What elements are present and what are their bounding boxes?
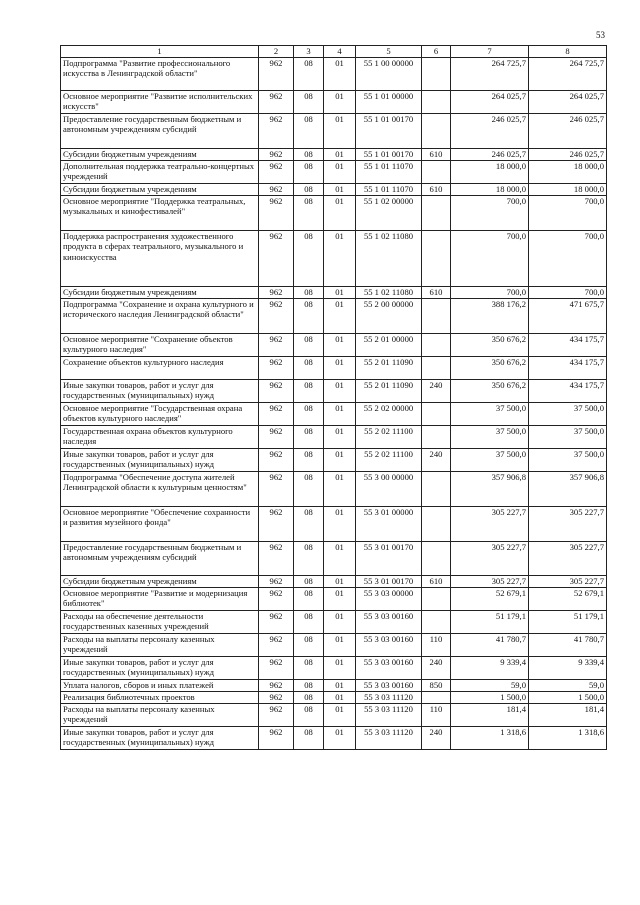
amount-year-2: 357 906,8 xyxy=(529,471,607,506)
row-description: Расходы на выплаты персоналу казенных учреждений xyxy=(61,703,259,726)
row-description: Иные закупки товаров, работ и услуг для государственных (муниципальных) нужд xyxy=(61,656,259,679)
section-code: 08 xyxy=(294,448,324,471)
target-article-code: 55 2 02 11100 xyxy=(356,425,422,448)
amount-year-2: 434 175,7 xyxy=(529,356,607,379)
department-code: 962 xyxy=(259,90,294,113)
department-code: 962 xyxy=(259,298,294,333)
amount-year-2: 246 025,7 xyxy=(529,113,607,148)
expense-type-code xyxy=(422,425,451,448)
row-description: Подпрограмма "Развитие профессионального искусства в Ленинградской области" xyxy=(61,57,259,90)
page-number: 53 xyxy=(596,30,605,40)
subsection-code: 01 xyxy=(324,425,356,448)
subsection-code: 01 xyxy=(324,448,356,471)
table-row xyxy=(61,160,607,183)
expense-type-code xyxy=(422,541,451,575)
expense-type-code: 610 xyxy=(422,183,451,195)
section-code: 08 xyxy=(294,183,324,195)
department-code: 962 xyxy=(259,379,294,402)
section-code: 08 xyxy=(294,402,324,425)
target-article-code: 55 3 03 00160 xyxy=(356,633,422,656)
expense-type-code: 110 xyxy=(422,703,451,726)
table-row xyxy=(61,90,607,113)
target-article-code: 55 2 01 11090 xyxy=(356,379,422,402)
section-code: 08 xyxy=(294,587,324,610)
amount-year-1: 700,0 xyxy=(451,195,529,230)
row-description: Уплата налогов, сборов и иных платежей xyxy=(61,679,259,691)
target-article-code: 55 1 02 11080 xyxy=(356,286,422,298)
table-row xyxy=(61,610,607,633)
table-header-row xyxy=(61,46,607,58)
expense-type-code xyxy=(422,610,451,633)
amount-year-2: 37 500,0 xyxy=(529,402,607,425)
row-description: Основное мероприятие "Развитие исполнительских искусств" xyxy=(61,90,259,113)
department-code: 962 xyxy=(259,230,294,286)
row-description: Иные закупки товаров, работ и услуг для государственных (муниципальных) нужд xyxy=(61,379,259,402)
department-code: 962 xyxy=(259,195,294,230)
amount-year-1: 1 500,0 xyxy=(451,691,529,703)
department-code: 962 xyxy=(259,575,294,587)
department-code: 962 xyxy=(259,425,294,448)
section-code: 08 xyxy=(294,286,324,298)
amount-year-2: 1 318,6 xyxy=(529,726,607,749)
table-row xyxy=(61,195,607,230)
section-code: 08 xyxy=(294,506,324,541)
section-code: 08 xyxy=(294,726,324,749)
expense-type-code xyxy=(422,471,451,506)
expense-type-code: 110 xyxy=(422,633,451,656)
section-code: 08 xyxy=(294,541,324,575)
amount-year-1: 181,4 xyxy=(451,703,529,726)
table-row xyxy=(61,333,607,356)
amount-year-2: 264 025,7 xyxy=(529,90,607,113)
row-description: Реализация библиотечных проектов xyxy=(61,691,259,703)
row-description: Предоставление государственным бюджетным и автономным учреждениям субсидий xyxy=(61,113,259,148)
row-description: Основное мероприятие "Поддержка театральных, музыкальных и кинофестивалей" xyxy=(61,195,259,230)
target-article-code: 55 1 01 00170 xyxy=(356,113,422,148)
amount-year-1: 700,0 xyxy=(451,286,529,298)
table-row xyxy=(61,425,607,448)
amount-year-1: 350 676,2 xyxy=(451,333,529,356)
expense-type-code xyxy=(422,356,451,379)
section-code: 08 xyxy=(294,90,324,113)
budget-table xyxy=(60,45,607,750)
column-header: 3 xyxy=(294,46,324,58)
table-row xyxy=(61,587,607,610)
target-article-code: 55 3 03 00160 xyxy=(356,679,422,691)
amount-year-2: 305 227,7 xyxy=(529,575,607,587)
expense-type-code: 240 xyxy=(422,379,451,402)
amount-year-2: 18 000,0 xyxy=(529,160,607,183)
target-article-code: 55 3 01 00170 xyxy=(356,575,422,587)
subsection-code: 01 xyxy=(324,183,356,195)
department-code: 962 xyxy=(259,587,294,610)
row-description: Поддержка распространения художественного продукта в сферах театрального, музыкального и киноискусства xyxy=(61,230,259,286)
table-row xyxy=(61,148,607,160)
column-header: 2 xyxy=(259,46,294,58)
amount-year-2: 700,0 xyxy=(529,230,607,286)
amount-year-1: 18 000,0 xyxy=(451,160,529,183)
table-row xyxy=(61,113,607,148)
row-description: Дополнительная поддержка театрально-концертных учреждений xyxy=(61,160,259,183)
section-code: 08 xyxy=(294,610,324,633)
section-code: 08 xyxy=(294,679,324,691)
amount-year-2: 51 179,1 xyxy=(529,610,607,633)
target-article-code: 55 2 02 00000 xyxy=(356,402,422,425)
column-header: 8 xyxy=(529,46,607,58)
department-code: 962 xyxy=(259,633,294,656)
section-code: 08 xyxy=(294,160,324,183)
target-article-code: 55 2 00 00000 xyxy=(356,298,422,333)
target-article-code: 55 3 03 11120 xyxy=(356,691,422,703)
expense-type-code xyxy=(422,506,451,541)
subsection-code: 01 xyxy=(324,575,356,587)
amount-year-1: 37 500,0 xyxy=(451,448,529,471)
table-row xyxy=(61,286,607,298)
table-row xyxy=(61,448,607,471)
table-row xyxy=(61,691,607,703)
column-header: 5 xyxy=(356,46,422,58)
department-code: 962 xyxy=(259,610,294,633)
target-article-code: 55 1 01 00170 xyxy=(356,148,422,160)
department-code: 962 xyxy=(259,286,294,298)
amount-year-1: 700,0 xyxy=(451,230,529,286)
row-description: Субсидии бюджетным учреждениям xyxy=(61,183,259,195)
row-description: Основное мероприятие "Государственная охрана объектов культурного наследия" xyxy=(61,402,259,425)
amount-year-2: 700,0 xyxy=(529,286,607,298)
department-code: 962 xyxy=(259,448,294,471)
table-row xyxy=(61,183,607,195)
table-row xyxy=(61,656,607,679)
amount-year-1: 264 725,7 xyxy=(451,57,529,90)
department-code: 962 xyxy=(259,703,294,726)
row-description: Субсидии бюджетным учреждениям xyxy=(61,575,259,587)
row-description: Иные закупки товаров, работ и услуг для государственных (муниципальных) нужд xyxy=(61,448,259,471)
row-description: Основное мероприятие "Обеспечение сохранности и развития музейного фонда" xyxy=(61,506,259,541)
amount-year-1: 9 339,4 xyxy=(451,656,529,679)
amount-year-2: 37 500,0 xyxy=(529,448,607,471)
subsection-code: 01 xyxy=(324,286,356,298)
section-code: 08 xyxy=(294,425,324,448)
column-header: 6 xyxy=(422,46,451,58)
amount-year-1: 1 318,6 xyxy=(451,726,529,749)
department-code: 962 xyxy=(259,183,294,195)
section-code: 08 xyxy=(294,691,324,703)
amount-year-2: 52 679,1 xyxy=(529,587,607,610)
expense-type-code xyxy=(422,57,451,90)
expense-type-code xyxy=(422,160,451,183)
target-article-code: 55 3 01 00000 xyxy=(356,506,422,541)
amount-year-1: 51 179,1 xyxy=(451,610,529,633)
subsection-code: 01 xyxy=(324,506,356,541)
amount-year-1: 18 000,0 xyxy=(451,183,529,195)
department-code: 962 xyxy=(259,148,294,160)
expense-type-code: 610 xyxy=(422,575,451,587)
amount-year-1: 357 906,8 xyxy=(451,471,529,506)
row-description: Субсидии бюджетным учреждениям xyxy=(61,286,259,298)
row-description: Подпрограмма "Обеспечение доступа жителей Ленинградской области к культурным ценностям" xyxy=(61,471,259,506)
expense-type-code: 610 xyxy=(422,286,451,298)
subsection-code: 01 xyxy=(324,691,356,703)
amount-year-2: 305 227,7 xyxy=(529,541,607,575)
table-row xyxy=(61,298,607,333)
subsection-code: 01 xyxy=(324,148,356,160)
department-code: 962 xyxy=(259,402,294,425)
subsection-code: 01 xyxy=(324,633,356,656)
amount-year-2: 181,4 xyxy=(529,703,607,726)
target-article-code: 55 3 01 00170 xyxy=(356,541,422,575)
expense-type-code: 240 xyxy=(422,448,451,471)
department-code: 962 xyxy=(259,656,294,679)
column-header: 4 xyxy=(324,46,356,58)
amount-year-2: 264 725,7 xyxy=(529,57,607,90)
expense-type-code xyxy=(422,691,451,703)
amount-year-1: 246 025,7 xyxy=(451,148,529,160)
subsection-code: 01 xyxy=(324,679,356,691)
expense-type-code: 850 xyxy=(422,679,451,691)
table-row xyxy=(61,379,607,402)
expense-type-code xyxy=(422,298,451,333)
amount-year-2: 434 175,7 xyxy=(529,333,607,356)
subsection-code: 01 xyxy=(324,726,356,749)
row-description: Субсидии бюджетным учреждениям xyxy=(61,148,259,160)
subsection-code: 01 xyxy=(324,610,356,633)
amount-year-1: 59,0 xyxy=(451,679,529,691)
target-article-code: 55 1 01 11070 xyxy=(356,160,422,183)
amount-year-2: 1 500,0 xyxy=(529,691,607,703)
amount-year-2: 305 227,7 xyxy=(529,506,607,541)
amount-year-2: 37 500,0 xyxy=(529,425,607,448)
amount-year-2: 434 175,7 xyxy=(529,379,607,402)
target-article-code: 55 1 00 00000 xyxy=(356,57,422,90)
department-code: 962 xyxy=(259,160,294,183)
table-row xyxy=(61,726,607,749)
subsection-code: 01 xyxy=(324,298,356,333)
amount-year-1: 388 176,2 xyxy=(451,298,529,333)
section-code: 08 xyxy=(294,333,324,356)
subsection-code: 01 xyxy=(324,57,356,90)
target-article-code: 55 3 03 11120 xyxy=(356,703,422,726)
table-row xyxy=(61,57,607,90)
section-code: 08 xyxy=(294,379,324,402)
expense-type-code xyxy=(422,587,451,610)
amount-year-2: 700,0 xyxy=(529,195,607,230)
target-article-code: 55 1 01 11070 xyxy=(356,183,422,195)
amount-year-1: 305 227,7 xyxy=(451,541,529,575)
section-code: 08 xyxy=(294,230,324,286)
subsection-code: 01 xyxy=(324,541,356,575)
target-article-code: 55 3 03 00160 xyxy=(356,610,422,633)
subsection-code: 01 xyxy=(324,379,356,402)
department-code: 962 xyxy=(259,471,294,506)
table-row xyxy=(61,402,607,425)
expense-type-code xyxy=(422,230,451,286)
target-article-code: 55 1 01 00000 xyxy=(356,90,422,113)
section-code: 08 xyxy=(294,298,324,333)
target-article-code: 55 1 02 00000 xyxy=(356,195,422,230)
target-article-code: 55 3 03 00160 xyxy=(356,656,422,679)
department-code: 962 xyxy=(259,113,294,148)
subsection-code: 01 xyxy=(324,402,356,425)
subsection-code: 01 xyxy=(324,656,356,679)
amount-year-1: 350 676,2 xyxy=(451,356,529,379)
target-article-code: 55 3 03 00000 xyxy=(356,587,422,610)
expense-type-code xyxy=(422,333,451,356)
section-code: 08 xyxy=(294,575,324,587)
amount-year-2: 9 339,4 xyxy=(529,656,607,679)
amount-year-1: 41 780,7 xyxy=(451,633,529,656)
amount-year-2: 471 675,7 xyxy=(529,298,607,333)
amount-year-1: 37 500,0 xyxy=(451,425,529,448)
target-article-code: 55 1 02 11080 xyxy=(356,230,422,286)
amount-year-1: 246 025,7 xyxy=(451,113,529,148)
table-row xyxy=(61,230,607,286)
row-description: Основное мероприятие "Сохранение объектов культурного наследия" xyxy=(61,333,259,356)
column-header: 1 xyxy=(61,46,259,58)
table-row xyxy=(61,471,607,506)
amount-year-2: 246 025,7 xyxy=(529,148,607,160)
section-code: 08 xyxy=(294,656,324,679)
table-row xyxy=(61,679,607,691)
row-description: Расходы на выплаты персоналу казенных учреждений xyxy=(61,633,259,656)
subsection-code: 01 xyxy=(324,195,356,230)
section-code: 08 xyxy=(294,703,324,726)
subsection-code: 01 xyxy=(324,703,356,726)
target-article-code: 55 2 02 11100 xyxy=(356,448,422,471)
department-code: 962 xyxy=(259,333,294,356)
subsection-code: 01 xyxy=(324,230,356,286)
row-description: Подпрограмма "Сохранение и охрана культурного и исторического наследия Ленинградской области" xyxy=(61,298,259,333)
amount-year-2: 59,0 xyxy=(529,679,607,691)
table-row xyxy=(61,506,607,541)
amount-year-2: 41 780,7 xyxy=(529,633,607,656)
subsection-code: 01 xyxy=(324,356,356,379)
row-description: Государственная охрана объектов культурного наследия xyxy=(61,425,259,448)
amount-year-1: 305 227,7 xyxy=(451,506,529,541)
amount-year-1: 350 676,2 xyxy=(451,379,529,402)
amount-year-1: 305 227,7 xyxy=(451,575,529,587)
department-code: 962 xyxy=(259,726,294,749)
amount-year-1: 37 500,0 xyxy=(451,402,529,425)
subsection-code: 01 xyxy=(324,471,356,506)
section-code: 08 xyxy=(294,471,324,506)
expense-type-code: 240 xyxy=(422,656,451,679)
expense-type-code: 610 xyxy=(422,148,451,160)
column-header: 7 xyxy=(451,46,529,58)
amount-year-1: 52 679,1 xyxy=(451,587,529,610)
subsection-code: 01 xyxy=(324,587,356,610)
expense-type-code xyxy=(422,113,451,148)
expense-type-code xyxy=(422,195,451,230)
subsection-code: 01 xyxy=(324,333,356,356)
department-code: 962 xyxy=(259,57,294,90)
department-code: 962 xyxy=(259,679,294,691)
table-row xyxy=(61,633,607,656)
table-row xyxy=(61,575,607,587)
row-description: Основное мероприятие "Развитие и модернизация библиотек" xyxy=(61,587,259,610)
target-article-code: 55 2 01 00000 xyxy=(356,333,422,356)
target-article-code: 55 3 00 00000 xyxy=(356,471,422,506)
department-code: 962 xyxy=(259,691,294,703)
expense-type-code: 240 xyxy=(422,726,451,749)
department-code: 962 xyxy=(259,506,294,541)
department-code: 962 xyxy=(259,541,294,575)
row-description: Расходы на обеспечение деятельности государственных казенных учреждений xyxy=(61,610,259,633)
section-code: 08 xyxy=(294,195,324,230)
section-code: 08 xyxy=(294,633,324,656)
expense-type-code xyxy=(422,90,451,113)
section-code: 08 xyxy=(294,113,324,148)
amount-year-1: 264 025,7 xyxy=(451,90,529,113)
expense-type-code xyxy=(422,402,451,425)
target-article-code: 55 3 03 11120 xyxy=(356,726,422,749)
row-description: Иные закупки товаров, работ и услуг для государственных (муниципальных) нужд xyxy=(61,726,259,749)
department-code: 962 xyxy=(259,356,294,379)
amount-year-2: 18 000,0 xyxy=(529,183,607,195)
subsection-code: 01 xyxy=(324,160,356,183)
target-article-code: 55 2 01 11090 xyxy=(356,356,422,379)
row-description: Предоставление государственным бюджетным и автономным учреждениям субсидий xyxy=(61,541,259,575)
section-code: 08 xyxy=(294,356,324,379)
table-row xyxy=(61,541,607,575)
table-row xyxy=(61,703,607,726)
row-description: Сохранение объектов культурного наследия xyxy=(61,356,259,379)
subsection-code: 01 xyxy=(324,90,356,113)
table-row xyxy=(61,356,607,379)
subsection-code: 01 xyxy=(324,113,356,148)
section-code: 08 xyxy=(294,148,324,160)
section-code: 08 xyxy=(294,57,324,90)
